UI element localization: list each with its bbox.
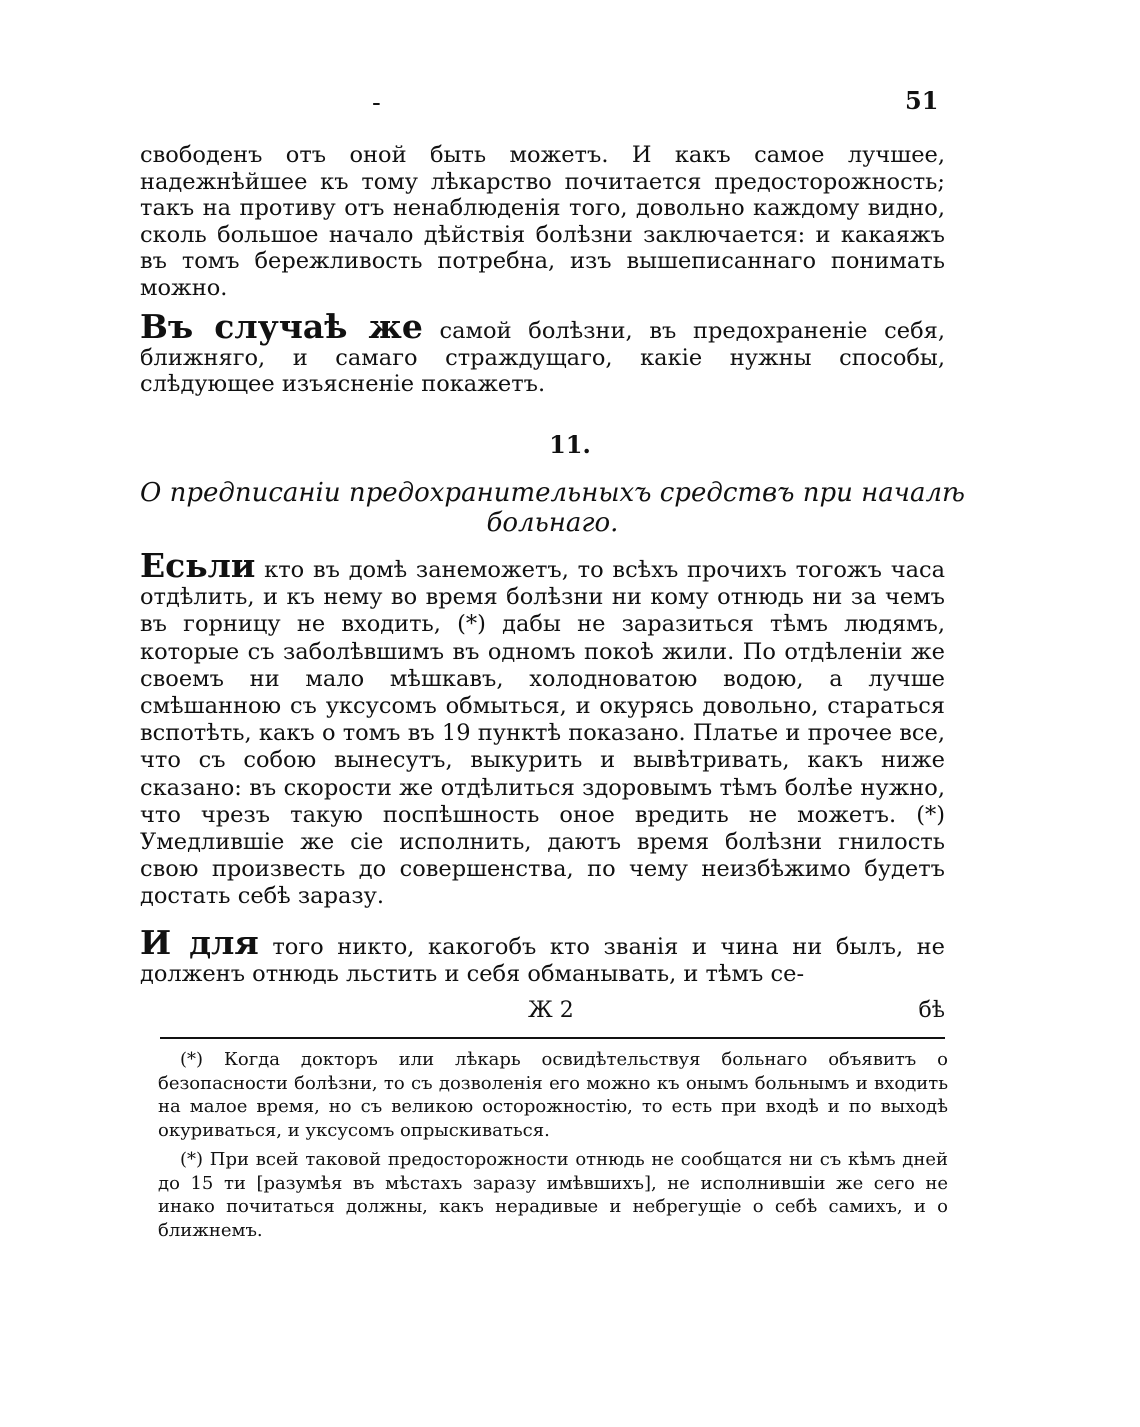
paragraph-text: кто въ домѣ занеможетъ, то всѣхъ прочихъ тогожъ часа отдѣлить, и къ нему во время болѣзни ни кому отнюдь ни за чемъ въ горницу не входить, (*) дабы не заразиться тѣмъ людямъ, которые съ заболѣвшимъ въ одномъ покоѣ жили. По отдѣленіи же своемъ ни мало мѣшкавъ, холодноватою водою, а лучше смѣшанною съ уксусомъ обмыться, и окурясь довольно, стараться вспотѣть, какъ о томъ въ 19 пунктѣ показано. Платье и прочее все, что съ собою вынесутъ, выкурить и вывѣтривать, какъ ниже сказано: въ скорости же отдѣлиться здоровымъ тѣмъ болѣе нужно, что чрезъ такую поспѣшность оное вредить не можетъ. (*) Умедлившіе же сіе исполнить, даютъ время болѣзни гнилость свою произвесть до совершенства, по чему неизбѣжимо будетъ достать себѣ заразу. <box>140 557 945 910</box>
signature-line <box>140 998 945 1024</box>
paragraph-main <box>140 546 945 911</box>
paragraph-text: самой болѣзни, въ предохраненіе себя, ближняго, и самаго страждущаго, какіе нужны способы, слѣдующее изъясненіе покажетъ. <box>140 318 945 397</box>
footnote: (*) При всей таковой предосторожности отнюдь не сообщатся ни съ кѣмъ дней до 15 ти [разумѣя въ мѣстахъ заразу имѣвшихъ], не исполнившіи же сего не инако почитаться должны, какъ нерадивые и небрегущіе о себѣ самихъ, и о ближнемъ. <box>158 1149 948 1241</box>
header-dash: - <box>372 88 381 118</box>
footnote-divider <box>160 1037 945 1039</box>
paragraph-final <box>140 923 945 987</box>
paragraph-lead: И для <box>140 923 259 962</box>
section-number: 11. <box>549 430 591 459</box>
signature-mark: Ж 2 <box>528 998 574 1023</box>
paragraph-continuation <box>140 142 945 301</box>
paragraph-lead: Въ случаѣ же <box>140 307 423 346</box>
paragraph-case <box>140 307 945 398</box>
footnote: (*) Когда докторъ или лѣкарь освидѣтельствуя больнаго объявитъ о безопасности болѣзни, то съ дозволенія его можно къ онымъ больнымъ и входить на малое время, но съ великою осторожностію, то есть при входѣ и по выходѣ окуриваться, и уксусомъ опрыскиваться. <box>158 1049 948 1141</box>
footnotes <box>158 1048 948 1248</box>
paragraph-lead: Есьли <box>140 546 256 585</box>
paragraph-text: того никто, какогобъ кто званія и чина ни былъ, не долженъ отнюдь льстить и себя обманывать, и тѣмъ се- <box>140 934 945 987</box>
section-heading: О предписаніи предохранительныхъ средствъ при началѣ больнаго. <box>140 478 965 538</box>
catchword: бѣ <box>918 998 945 1023</box>
paragraph-text: свободенъ отъ оной быть можетъ. И какъ самое лучшее, надежнѣйшее къ тому лѣкарство почитается предосторожность; такъ на противу отъ ненаблюденія того, довольно каждому видно, сколь большое начало дѣйствія болѣзни заключается: и какаяжъ въ томъ бережливость потребна, изъ вышеписаннаго понимать можно. <box>140 142 945 301</box>
page-number: 51 <box>905 86 939 115</box>
